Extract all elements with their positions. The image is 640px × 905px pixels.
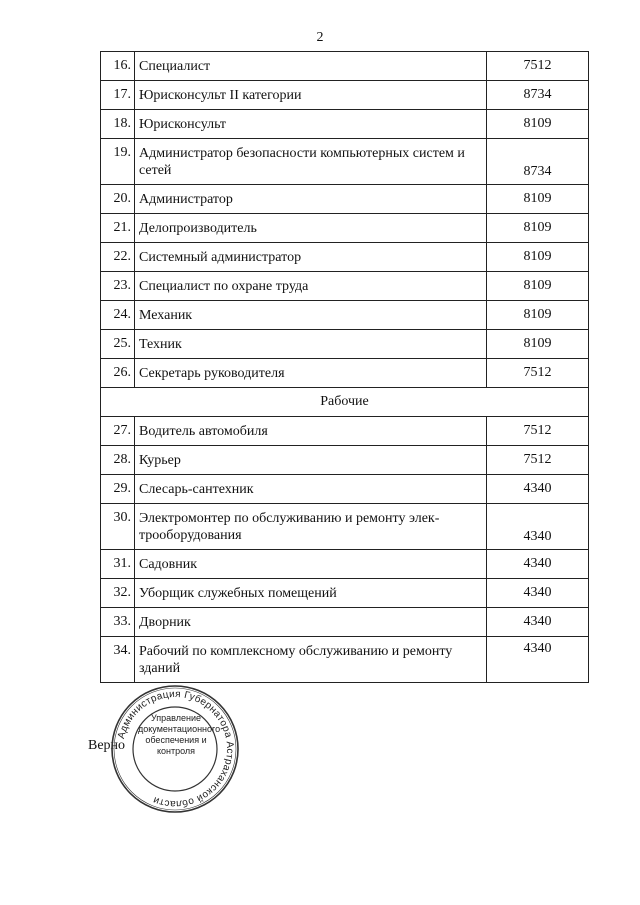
- seal-ring-text: Администрация Губернатора Астраханской области: [116, 688, 236, 810]
- row-number: 26.: [101, 359, 135, 388]
- row-number: 24.: [101, 301, 135, 330]
- row-number: 33.: [101, 608, 135, 637]
- position-name: Секретарь руководителя: [135, 359, 487, 388]
- position-code: 4340: [487, 504, 589, 550]
- table-row: [101, 52, 589, 81]
- table-row: [101, 185, 589, 214]
- position-code: 7512: [487, 446, 589, 475]
- row-number: 16.: [101, 52, 135, 81]
- table-row: [101, 110, 589, 139]
- table-row: [101, 417, 589, 446]
- position-code: 8109: [487, 185, 589, 214]
- position-code: 8109: [487, 110, 589, 139]
- row-number: 25.: [101, 330, 135, 359]
- position-code: 7512: [487, 52, 589, 81]
- position-code: 8109: [487, 272, 589, 301]
- row-number: 34.: [101, 637, 135, 683]
- table-row: [101, 359, 589, 388]
- row-number: 30.: [101, 504, 135, 550]
- table-row: [101, 272, 589, 301]
- position-code: 8109: [487, 301, 589, 330]
- position-name: Юрисконсульт: [135, 110, 487, 139]
- table-row: [101, 608, 589, 637]
- table-row: [101, 214, 589, 243]
- position-name: Специалист по охране труда: [135, 272, 487, 301]
- position-code: 8109: [487, 243, 589, 272]
- position-code: 8109: [487, 214, 589, 243]
- position-code: 7512: [487, 359, 589, 388]
- position-name: Юрисконсульт II категории: [135, 81, 487, 110]
- row-number: 32.: [101, 579, 135, 608]
- position-name: Администратор безопасности компьютерных систем и сетей: [135, 139, 487, 185]
- row-number: 27.: [101, 417, 135, 446]
- position-name: Дворник: [135, 608, 487, 637]
- position-name: Уборщик служебных помещений: [135, 579, 487, 608]
- row-number: 28.: [101, 446, 135, 475]
- row-number: 17.: [101, 81, 135, 110]
- position-code: 4340: [487, 550, 589, 579]
- row-number: 21.: [101, 214, 135, 243]
- table-row: [101, 637, 589, 683]
- table-row: [101, 243, 589, 272]
- position-name: Садовник: [135, 550, 487, 579]
- seal-center-text: Управление документационного обеспечения и контроля: [138, 713, 221, 756]
- row-number: 23.: [101, 272, 135, 301]
- row-number: 29.: [101, 475, 135, 504]
- position-code: 4340: [487, 475, 589, 504]
- position-code: 4340: [487, 608, 589, 637]
- row-number: 18.: [101, 110, 135, 139]
- row-number: 20.: [101, 185, 135, 214]
- position-code: 8734: [487, 81, 589, 110]
- table-row: [101, 550, 589, 579]
- position-name: Механик: [135, 301, 487, 330]
- row-number: 19.: [101, 139, 135, 185]
- position-name: Слесарь-сантехник: [135, 475, 487, 504]
- table-row: [101, 139, 589, 185]
- positions-table: [100, 51, 589, 683]
- certification-text: Верно: [88, 738, 126, 753]
- position-code: 4340: [487, 579, 589, 608]
- position-name: Системный администратор: [135, 243, 487, 272]
- position-name: Водитель автомобиля: [135, 417, 487, 446]
- table-row: [101, 579, 589, 608]
- position-name: Техник: [135, 330, 487, 359]
- position-code: 8109: [487, 330, 589, 359]
- position-name: Электромонтер по обслуживанию и ремонту элек-трооборудования: [135, 504, 487, 550]
- row-number: 22.: [101, 243, 135, 272]
- position-code: 7512: [487, 417, 589, 446]
- table-row: [101, 301, 589, 330]
- page-number: 2: [316, 30, 324, 45]
- position-name: Администратор: [135, 185, 487, 214]
- position-name: Делопроизводитель: [135, 214, 487, 243]
- table-row: [101, 330, 589, 359]
- table-row: [101, 81, 589, 110]
- position-name: Специалист: [135, 52, 487, 81]
- position-name: Курьер: [135, 446, 487, 475]
- position-code: 4340: [487, 637, 589, 683]
- table-row: [101, 475, 589, 504]
- section-title: Рабочие: [101, 388, 589, 417]
- table-row: [101, 504, 589, 550]
- section-row: [101, 388, 589, 417]
- table-row: [101, 446, 589, 475]
- position-code: 8734: [487, 139, 589, 185]
- position-name: Рабочий по комплексному обслуживанию и ремонту зданий: [135, 637, 487, 683]
- row-number: 31.: [101, 550, 135, 579]
